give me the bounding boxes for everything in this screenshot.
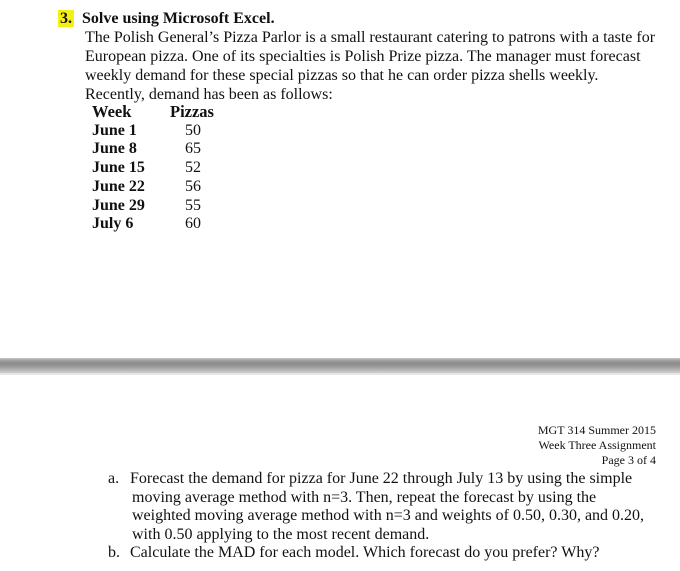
page-footer — [538, 423, 656, 468]
week-column-header: Week — [92, 102, 132, 121]
task-line: Calculate the MAD for each model. Which forecast do you prefer? Why? — [130, 544, 600, 561]
task-line: weighted moving average method with n=3 and weights of 0.50, 0.30, and 0.20, — [132, 507, 645, 524]
question-header — [58, 9, 275, 28]
task-line: with 0.50 applying to the most recent demand. — [132, 525, 430, 543]
course-label: MGT 314 Summer 2015 — [537, 423, 656, 437]
week-cell: July 6 — [92, 215, 134, 233]
task-line: Forecast the demand for pizza for June 22 through July 13 by using the simple — [130, 470, 633, 487]
table-row — [92, 159, 214, 178]
task-line: moving average method with n=3. Then, repeat the forecast by using the — [132, 488, 597, 506]
week-cell: June 8 — [92, 140, 137, 158]
table-row — [92, 197, 214, 216]
table-row — [92, 140, 214, 159]
question-title: Solve using Microsoft Excel. — [82, 10, 275, 27]
problem-statement — [85, 28, 665, 104]
problem-line: The Polish General’s Pizza Parlor is a small restaurant catering to patrons with a taste for — [85, 29, 656, 46]
problem-line: Recently, demand has been as follows: — [85, 86, 333, 103]
table-header-row — [92, 103, 214, 122]
task-marker: b. — [108, 544, 120, 561]
table-row — [92, 215, 214, 234]
task-item-a — [108, 470, 644, 544]
pizzas-column-header: Pizzas — [170, 102, 214, 121]
question-number: 3. — [60, 10, 72, 27]
pizzas-cell: 50 — [184, 121, 201, 139]
table-row — [92, 178, 214, 197]
week-cell: June 1 — [92, 121, 137, 139]
task-marker: a. — [108, 470, 120, 487]
assignment-label: Week Three Assignment — [538, 438, 656, 452]
week-cell: June 29 — [92, 196, 145, 214]
table-row — [92, 122, 214, 141]
page-number: Page 3 of 4 — [601, 453, 656, 467]
pizzas-cell: 60 — [184, 215, 201, 233]
pizzas-cell: 65 — [184, 140, 201, 158]
week-cell: June 22 — [92, 177, 145, 195]
page-break-divider — [0, 358, 680, 373]
pizzas-cell: 56 — [184, 177, 201, 195]
task-list — [108, 470, 644, 563]
problem-line: weekly demand for these special pizzas so that he can order pizza shells weekly. — [85, 67, 599, 84]
demand-table — [92, 103, 214, 234]
problem-line: European pizza. One of its specialties is Polish Prize pizza. The manager must forecast — [85, 48, 641, 65]
pizzas-cell: 55 — [184, 196, 201, 214]
pizzas-cell: 52 — [184, 159, 201, 177]
week-cell: June 15 — [92, 159, 145, 177]
task-item-b — [108, 544, 644, 563]
